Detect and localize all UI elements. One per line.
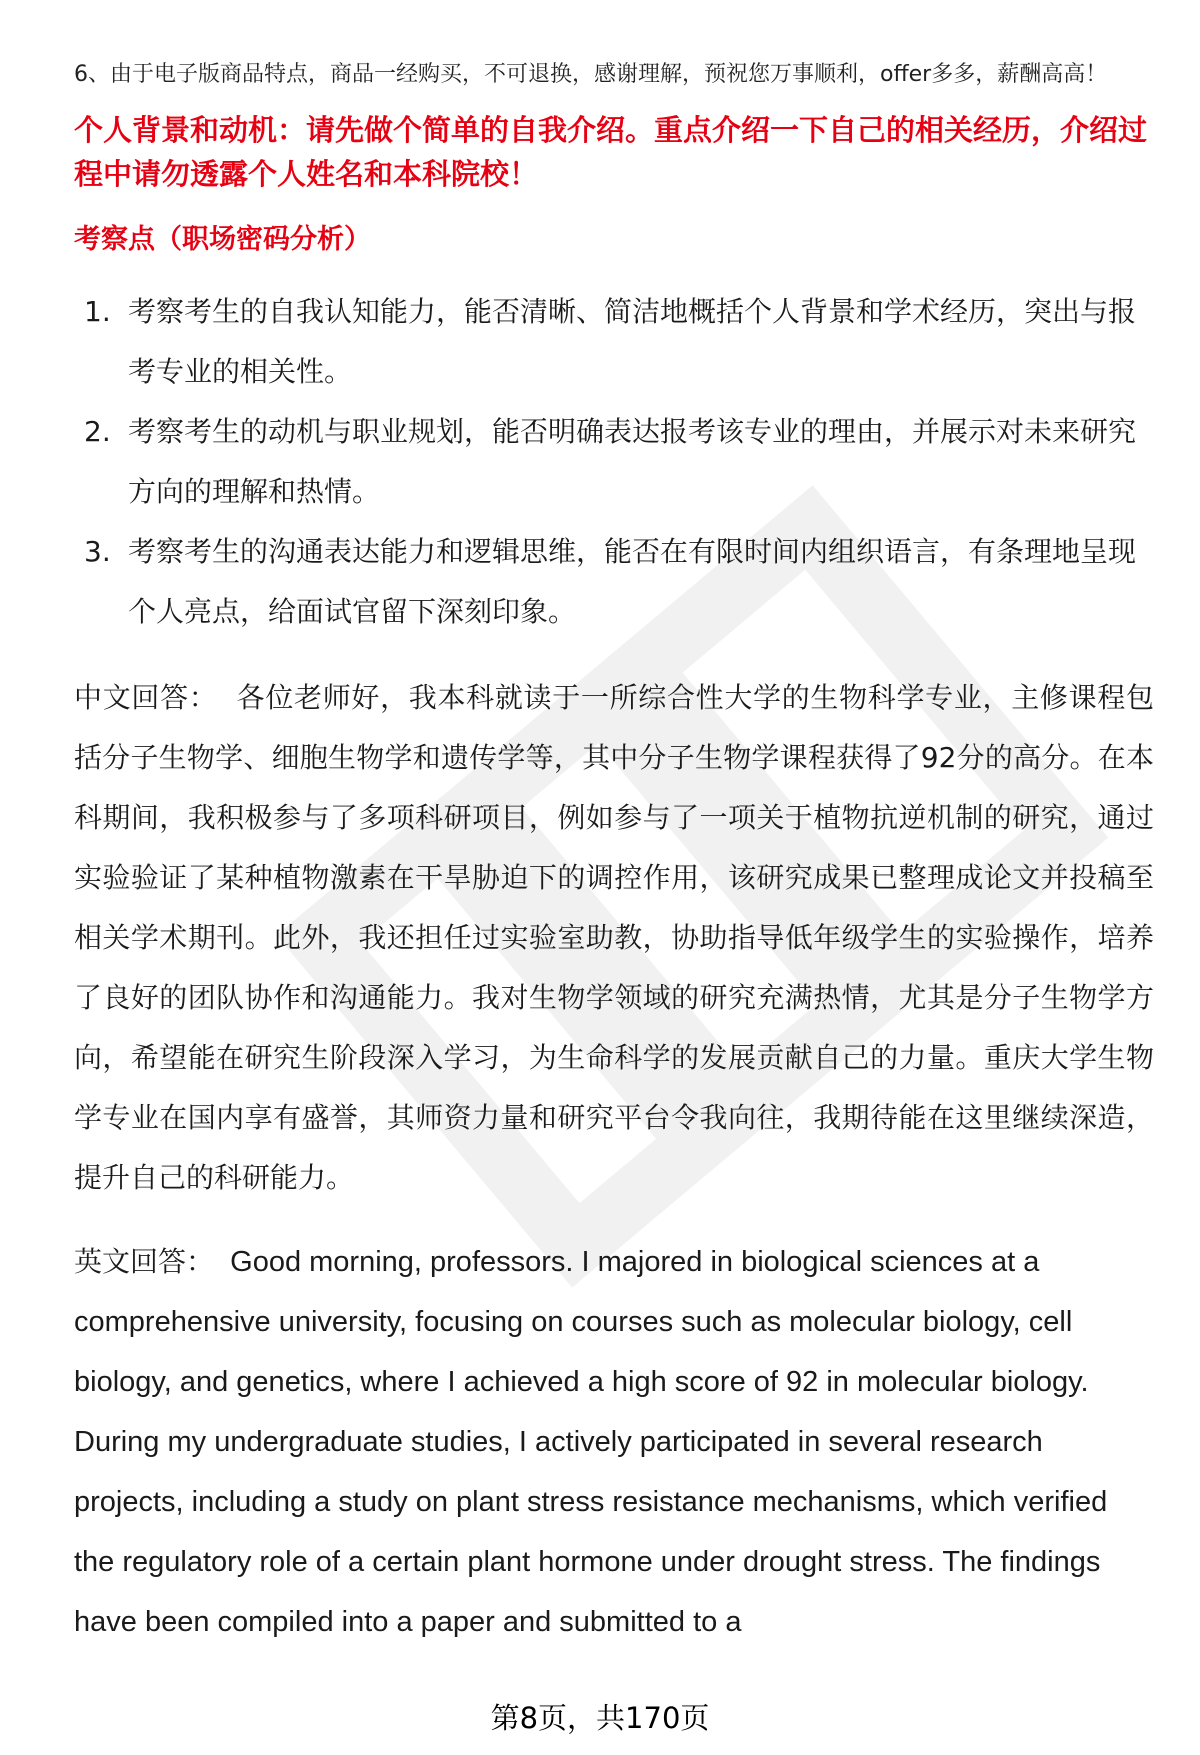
document-content xyxy=(74,56,1154,1676)
english-answer-text: Good morning, professors. I majored in biological sciences at a comprehensive university, focusing on courses such as molecular biology, cell biology, and genetics, where I achieved a high score of 92 in molecular biology. During my undergraduate studies, I actively participated in several research projects, including a study on plant stress resistance mechanisms, which verified the regulatory role of a certain plant hormone under drought stress. The findings have been compiled into a paper and submitted to a xyxy=(74,1246,1108,1638)
english-answer xyxy=(74,1232,1154,1652)
chinese-answer-text: 各位老师好，我本科就读于一所综合性大学的生物科学专业，主修课程包括分子生物学、细胞生物学和遗传学等，其中分子生物学课程获得了92分的高分。在本科期间，我积极参与了多项科研项目，例如参与了一项关于植物抗逆机制的研究，通过实验验证了某种植物激素在干旱胁迫下的调控作用，该研究成果已整理成论文并投稿至相关学术期刊。此外，我还担任过实验室助教，协助指导低年级学生的实验操作，培养了良好的团队协作和沟通能力。我对生物学领域的研究充满热情，尤其是分子生物学方向，希望能在研究生阶段深入学习，为生命科学的发展贡献自己的力量。重庆大学生物学专业在国内享有盛誉，其师资力量和研究平台令我向往，我期待能在这里继续深造，提升自己的科研能力。 xyxy=(74,681,1154,1194)
exam-point-number: 1. xyxy=(84,295,111,328)
exam-points-list xyxy=(74,282,1154,642)
exam-point-item xyxy=(74,402,1154,522)
exam-point-item xyxy=(74,282,1154,402)
exam-point-text: 考察考生的动机与职业规划，能否明确表达报考该专业的理由，并展示对未来研究方向的理解和热情。 xyxy=(128,415,1137,508)
exam-point-text: 考察考生的沟通表达能力和逻辑思维，能否在有限时间内组织语言，有条理地呈现个人亮点，给面试官留下深刻印象。 xyxy=(128,535,1137,628)
purchase-notice: 6、由于电子版商品特点，商品一经购买，不可退换，感谢理解，预祝您万事顺利，offer多多，薪酬高高！ xyxy=(74,62,1108,87)
page-number-footer: 第8页，共170页 xyxy=(490,1701,710,1735)
exam-point-number: 2. xyxy=(84,415,111,448)
exam-point-item xyxy=(74,522,1154,642)
english-answer-label: 英文回答： xyxy=(74,1245,215,1278)
exam-points-heading: 考察点（职场密码分析） xyxy=(74,224,371,255)
interview-question: 个人背景和动机：请先做个简单的自我介绍。重点介绍一下自己的相关经历，介绍过程中请勿透露个人姓名和本科院校！ xyxy=(74,113,1148,191)
exam-point-text: 考察考生的自我认知能力，能否清晰、简洁地概括个人背景和学术经历，突出与报考专业的相关性。 xyxy=(128,295,1137,388)
exam-point-number: 3. xyxy=(84,535,111,568)
chinese-answer xyxy=(74,668,1154,1208)
chinese-answer-label: 中文回答： xyxy=(74,681,218,714)
